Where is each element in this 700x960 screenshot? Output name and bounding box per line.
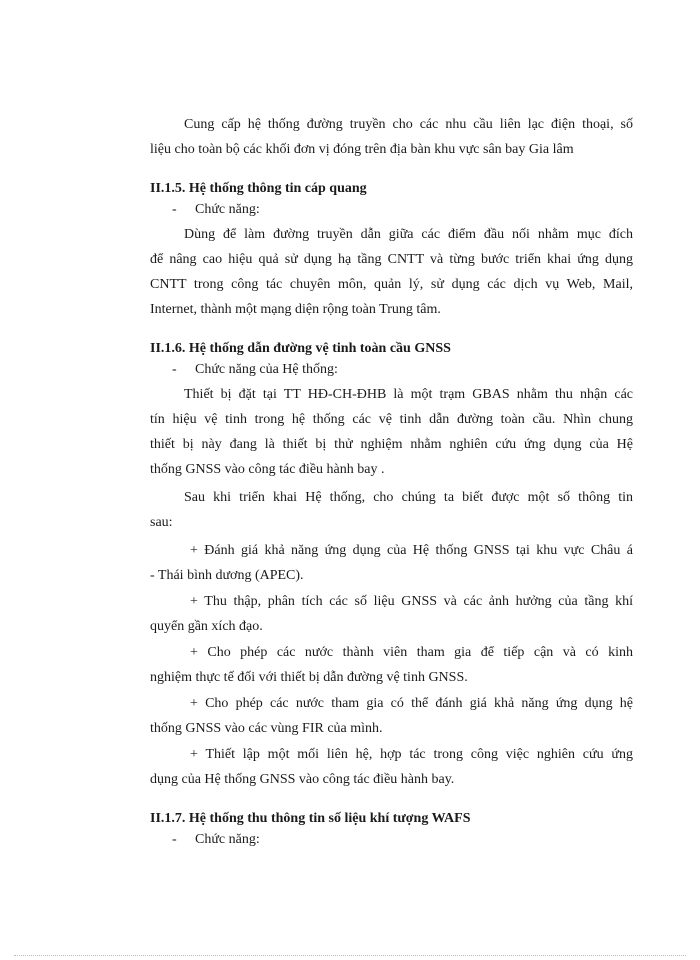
bullet-item — [150, 361, 633, 379]
list-item-line: + Cho phép các nước tham gia có thể đánh giá khả năng ứng dụng hệ — [190, 696, 633, 711]
paragraph-line: sau: — [150, 515, 173, 530]
paragraph-line: liệu cho toàn bộ các khối đơn vị đóng trên địa bàn khu vực sân bay Gia lâm — [150, 142, 574, 157]
bullet-item — [150, 831, 633, 849]
list-item-line: + Thiết lập một mối liên hệ, hợp tác trong công việc nghiên cứu ứng — [190, 747, 633, 762]
list-item-line: + Cho phép các nước thành viên tham gia để tiếp cận và có kinh — [190, 645, 633, 660]
page-bottom-divider — [14, 955, 686, 956]
bullet-text: Chức năng: — [195, 202, 260, 217]
dash-marker: - — [172, 202, 177, 217]
section-heading: II.1.7. Hệ thống thu thông tin số liệu khí tượng WAFS — [150, 811, 471, 826]
list-item-line: + Đánh giá khả năng ứng dụng của Hệ thống GNSS tại khu vực Châu á — [190, 543, 633, 558]
paragraph-line: Cung cấp hệ thống đường truyền cho các nhu cầu liên lạc điện thoại, số — [184, 117, 633, 132]
section-heading: II.1.5. Hệ thống thông tin cáp quang — [150, 181, 367, 196]
list-item-line: - Thái bình dương (APEC). — [150, 568, 304, 583]
list-item-line: nghiệm thực tế đối với thiết bị dẫn đường vệ tinh GNSS. — [150, 670, 468, 685]
paragraph-line: Sau khi triển khai Hệ thống, cho chúng ta biết được một số thông tin — [184, 490, 633, 505]
list-item-line: dụng của Hệ thống GNSS vào công tác điều hành bay. — [150, 772, 455, 787]
paragraph-line: để nâng cao hiệu quả sử dụng hạ tầng CNTT và từng bước triển khai ứng dụng — [150, 252, 633, 267]
paragraph-line: thiết bị này đang là thiết bị thử nghiệm nhằm nghiên cứu ứng dụng của Hệ — [150, 437, 633, 452]
paragraph-line: Internet, thành một mạng diện rộng toàn Trung tâm. — [150, 302, 441, 317]
list-item-line: thống GNSS vào các vùng FIR của mình. — [150, 721, 383, 736]
bullet-item — [150, 201, 633, 219]
paragraph-line: Thiết bị đặt tại TT HĐ-CH-ĐHB là một trạm GBAS nhằm thu nhận các — [184, 387, 633, 402]
paragraph-line: Dùng để làm đường truyền dẫn giữa các điểm đầu nối nhằm mục đích — [184, 227, 633, 242]
paragraph-line: thống GNSS vào công tác điều hành bay . — [150, 462, 385, 477]
paragraph-line: tín hiệu vệ tinh trong hệ thống các vệ tinh dẫn đường toàn cầu. Nhìn chung — [150, 412, 633, 427]
bullet-text: Chức năng của Hệ thống: — [195, 362, 338, 377]
paragraph-line: CNTT trong công tác chuyên môn, quản lý, sử dụng các dịch vụ Web, Mail, — [150, 277, 633, 292]
list-item-line: quyển gần xích đạo. — [150, 619, 263, 634]
dash-marker: - — [172, 832, 177, 847]
bullet-text: Chức năng: — [195, 832, 260, 847]
section-heading: II.1.6. Hệ thống dẫn đường vệ tinh toàn cầu GNSS — [150, 341, 451, 356]
list-item-line: + Thu thập, phân tích các số liệu GNSS và các ảnh hưởng của tầng khí — [190, 594, 633, 609]
dash-marker: - — [172, 362, 177, 377]
